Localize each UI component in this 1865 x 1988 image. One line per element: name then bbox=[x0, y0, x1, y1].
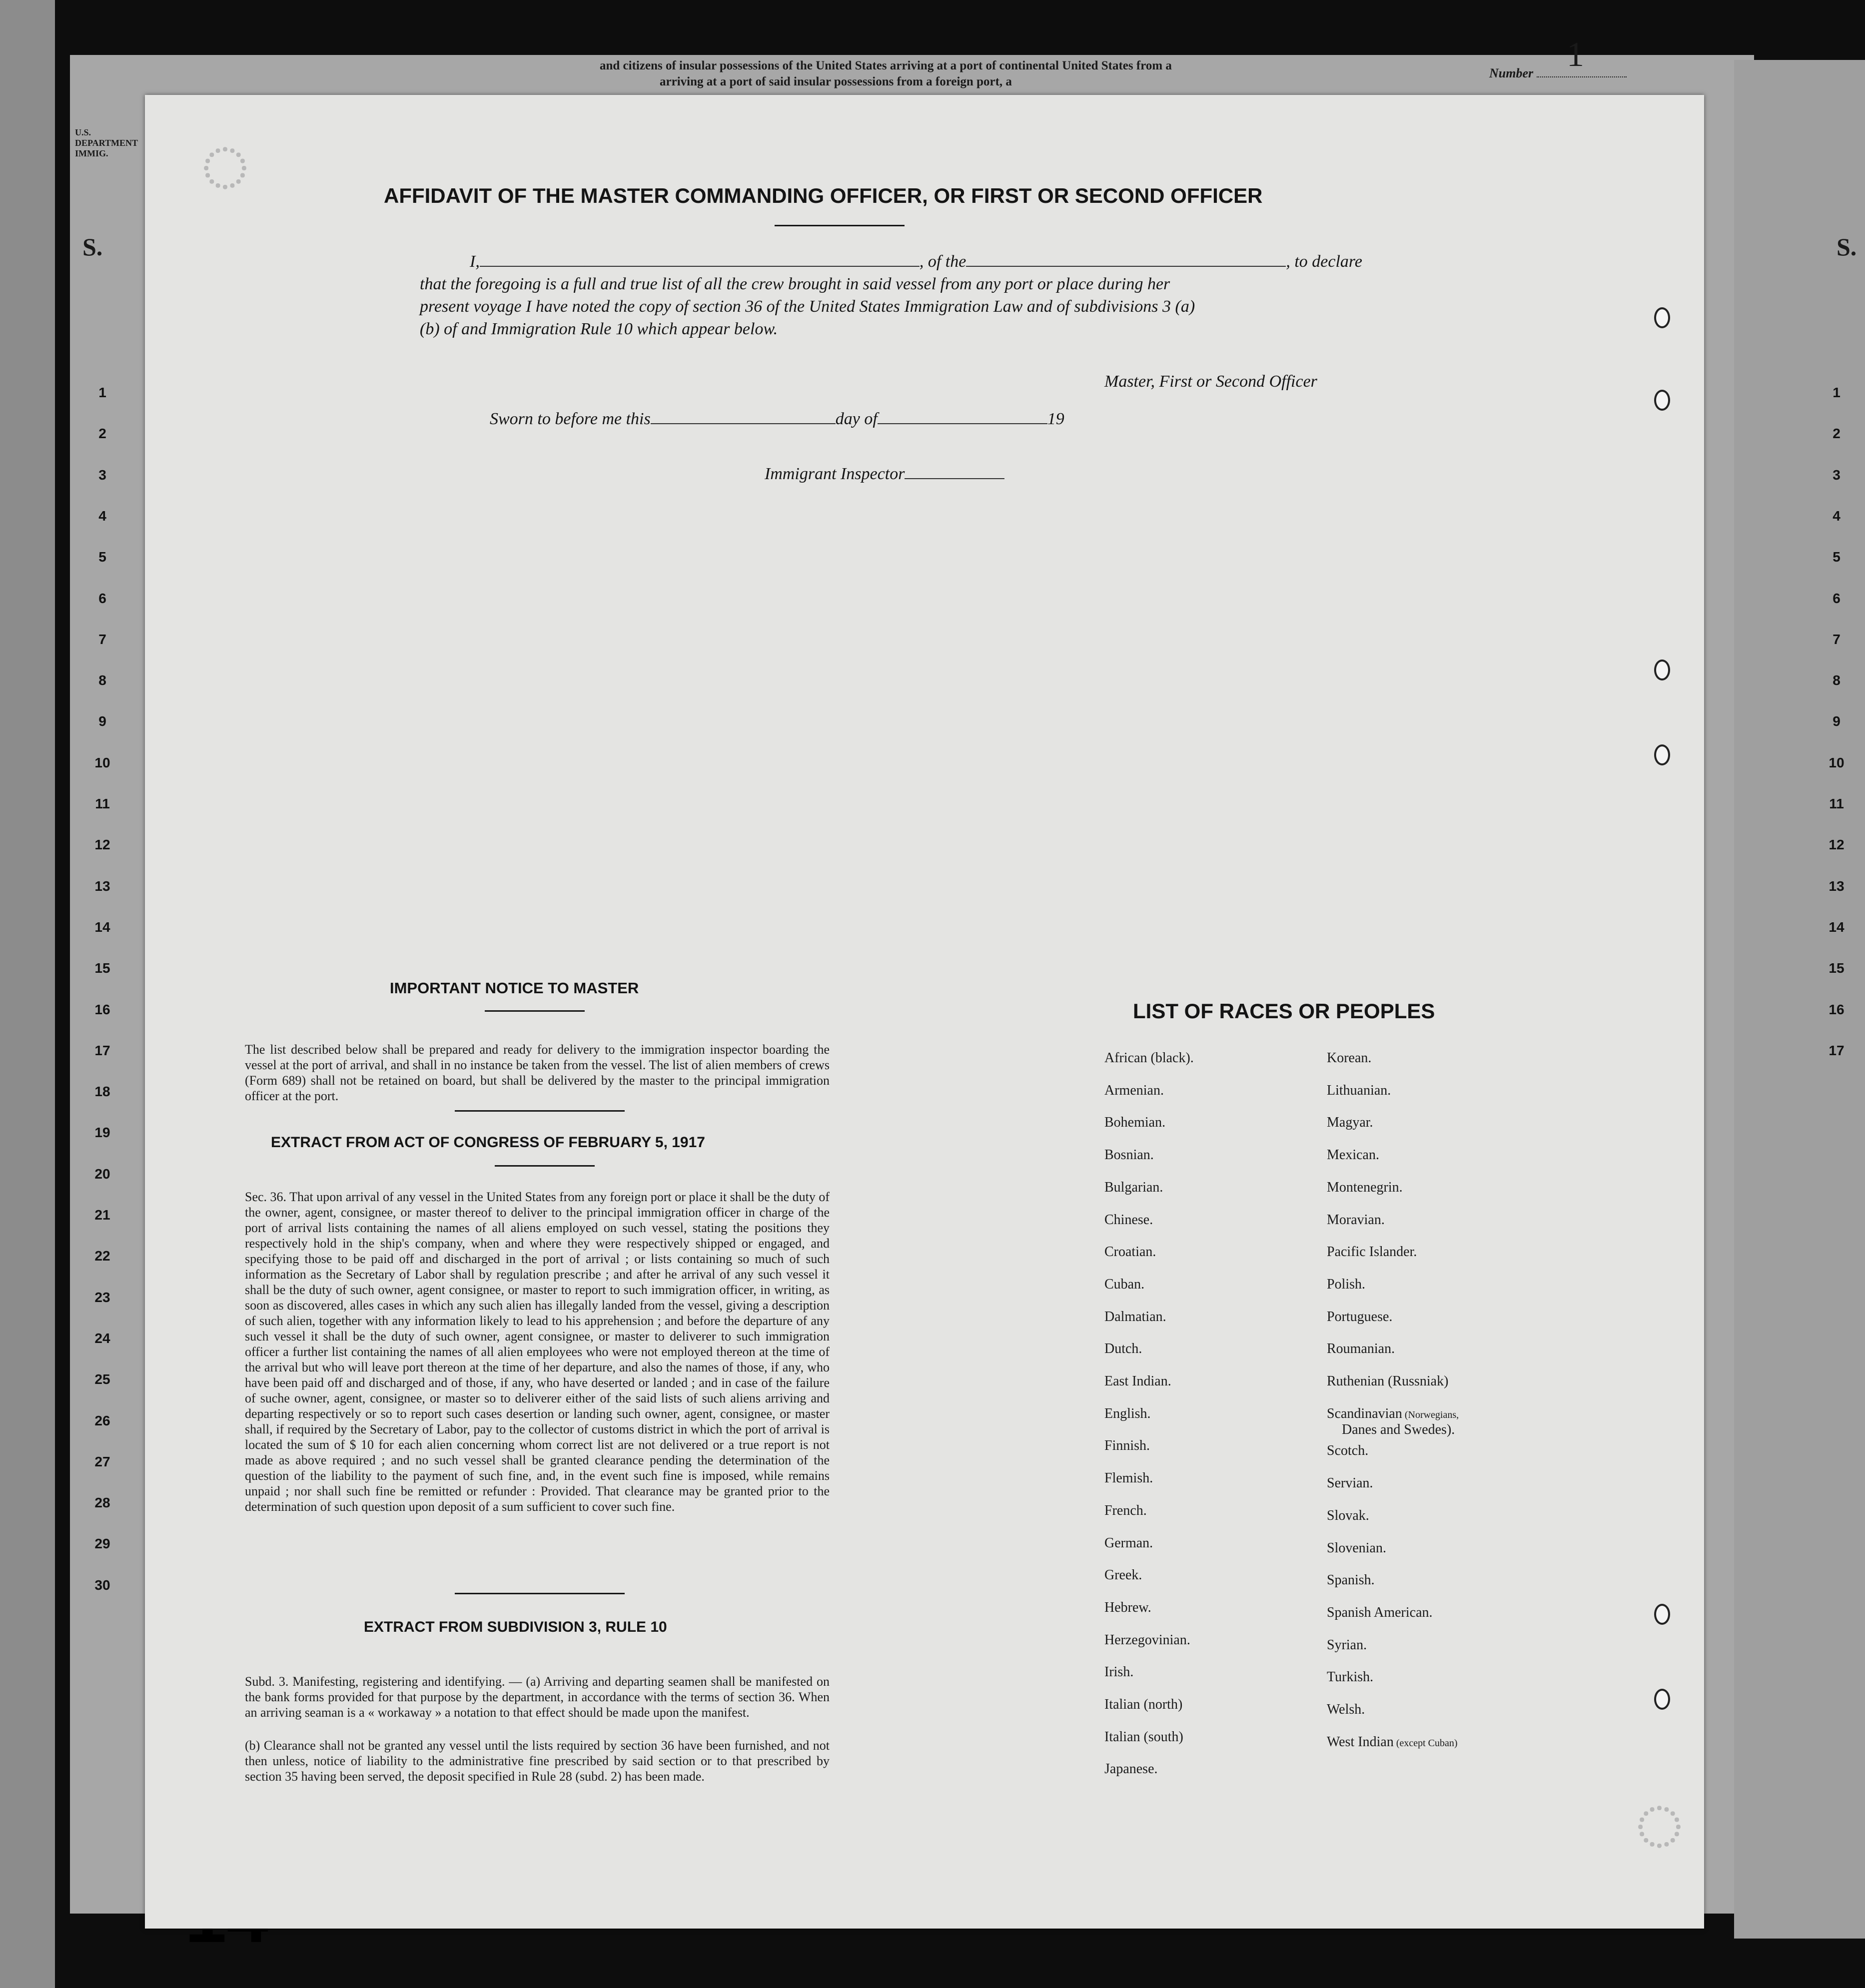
race-item: Finnish. bbox=[1104, 1438, 1150, 1454]
race-item: Welsh. bbox=[1327, 1702, 1365, 1717]
race-item: Servian. bbox=[1327, 1475, 1373, 1491]
race-note: (except Cuban) bbox=[1393, 1737, 1458, 1749]
section-divider bbox=[455, 1593, 625, 1594]
row-number: 1 bbox=[98, 385, 106, 400]
race-item: Slovenian. bbox=[1327, 1540, 1386, 1556]
race-item: Scotch. bbox=[1327, 1443, 1369, 1459]
row-number: 16 bbox=[94, 1001, 110, 1017]
row-number: 1 bbox=[1833, 385, 1841, 400]
punch-hole bbox=[1654, 660, 1670, 680]
left-sheet-code: S. bbox=[82, 233, 103, 261]
row-number: 6 bbox=[98, 590, 106, 606]
punch-hole bbox=[1654, 744, 1670, 765]
race-item: Herzegovinian. bbox=[1104, 1632, 1190, 1648]
race-item: Irish. bbox=[1104, 1664, 1134, 1680]
declaration-line-3: present voyage I have noted the copy of section 36 of the United States Immigration Law and of subdivisions 3 (a) bbox=[420, 297, 1195, 316]
race-item: Dutch. bbox=[1104, 1341, 1142, 1357]
race-item: Slovak. bbox=[1327, 1507, 1369, 1523]
row-number: 10 bbox=[1829, 754, 1845, 770]
underlying-header-line1: and citizens of insular possessions of the United States arriving at a port of continental United States from a bbox=[600, 59, 1172, 72]
row-number: 6 bbox=[1833, 590, 1841, 606]
title-underline bbox=[775, 225, 905, 226]
race-item: French. bbox=[1104, 1502, 1147, 1518]
race-item: Japanese. bbox=[1104, 1761, 1158, 1777]
row-number: 14 bbox=[94, 919, 110, 935]
race-item: Armenian. bbox=[1104, 1082, 1164, 1098]
row-number: 5 bbox=[1833, 549, 1841, 565]
notice-title: IMPORTANT NOTICE TO MASTER bbox=[390, 979, 639, 997]
row-number: 17 bbox=[94, 1042, 110, 1058]
row-number: 23 bbox=[94, 1289, 110, 1305]
row-number: 4 bbox=[1833, 508, 1841, 524]
race-item: Mexican. bbox=[1327, 1147, 1379, 1163]
inspector-line: Immigrant Inspector bbox=[765, 465, 1004, 484]
declaration-line-4: (b) of and Immigration Rule 10 which appear below. bbox=[420, 320, 778, 338]
race-item: Turkish. bbox=[1327, 1669, 1374, 1685]
rule-extract-para-a: Subd. 3. Manifesting, registering and identifying. — (a) Arriving and departing seamen shall be manifested on the bank forms provided for that purpose by the department, in accordance with the terms of section 36. When an arriving seaman is a « workaway » a notation to that effect should be made upon the manifest. bbox=[245, 1674, 830, 1720]
race-item: Bosnian. bbox=[1104, 1147, 1154, 1163]
race-item: Portuguese. bbox=[1327, 1309, 1393, 1325]
affidavit-form-page bbox=[145, 95, 1704, 1929]
faint-stamp-mark: ◌ bbox=[200, 116, 251, 211]
act-extract-title: EXTRACT FROM ACT OF CONGRESS OF FEBRUARY 5, 1917 bbox=[271, 1134, 705, 1151]
number-value: 1 bbox=[1567, 35, 1584, 74]
row-number: 25 bbox=[94, 1371, 110, 1387]
punch-hole bbox=[1654, 1689, 1670, 1710]
race-item: Chinese. bbox=[1104, 1212, 1153, 1228]
race-item: Italian (north) bbox=[1104, 1697, 1183, 1712]
row-number: 11 bbox=[95, 796, 110, 811]
officer-signature-label: Master, First or Second Officer bbox=[1104, 372, 1317, 391]
race-item: African (black). bbox=[1104, 1050, 1194, 1066]
notice-underline bbox=[485, 1010, 585, 1012]
race-item: Roumanian. bbox=[1327, 1341, 1395, 1357]
notice-body: The list described below shall be prepared and ready for delivery to the immigration inspector boarding the vessel at the port of arrival, and shall in no instance be taken from the vessel. The list of alien members of crews (Form 689) shall not be retained on board, but shall be delivered by the master to the principal immigration officer at the port. bbox=[245, 1042, 830, 1103]
row-number: 10 bbox=[94, 754, 110, 770]
faint-stamp-mark: ◌ bbox=[1634, 1775, 1685, 1870]
row-number: 8 bbox=[98, 672, 106, 688]
row-number: 13 bbox=[1829, 878, 1845, 894]
act-extract-body: Sec. 36. That upon arrival of any vessel in the United States from any foreign port or place it shall be the duty of the owner, agent, consignee, or master thereof to deliver to the principal immigration officer in charge of the port of arrival lists containing the names of all aliens employed on such vessel, stating the positions they respectively hold in the ship's company, when and where they were respectively shipped or engaged, and specifying those to be paid off and discharged in the port of arrival ; or lists containing so much of such information as the Secretary of Labor shall by regulation prescribe ; and after he arrival of any such vessel it shall be the duty of such owner, agent consignee, or master to report to such immigration officer, in writing, as soon as discovered, alles cases in which any such alien has illegally landed from the vessel, giving a description of such alien, together with any information likely to lead to his apprehension ; and before the departure of any such vessel it shall be the duty of such owner, agent consignee, or master to deliverer to such immigration officer a further list containing the names of all alien employees who were not employed thereon at the time of the arrival but who will leave port thereon at the time of her departure, and also the names of those, if any, who have been paid off and discharged and of those, if any, who have deserted or landed ; and in case of the failure of suche owner, agent, consignee, or master so to deliverer either of the said lists of such aliens arriving and departing respectively or so to report such cases desertion or landing such owner, agent, consignee, or master shall, if required by the Secretary of Labor, pay to the collector of customs district in which the port of arrival is located the sum of $ 10 for each alien concerning whom correct list are not delivered or a true report is not made as above required ; and no such vessel shall be granted clearance pending the determination of the question of the liability to the payment of such fine, and, in the event such fine is imposed, while remains unpaid ; nor shall such fine be remitted or refunder : Provided. That clearance may be granted prior to the determination of such question upon deposit of a sum sufficient to cover such fine. bbox=[245, 1190, 830, 1514]
row-number: 9 bbox=[1833, 713, 1841, 729]
punch-hole bbox=[1654, 307, 1670, 328]
row-number: 13 bbox=[94, 878, 110, 894]
punch-hole bbox=[1654, 1604, 1670, 1625]
race-item: Dalmatian. bbox=[1104, 1309, 1166, 1325]
row-number: 15 bbox=[1829, 960, 1845, 976]
race-item: Polish. bbox=[1327, 1276, 1366, 1292]
row-number: 9 bbox=[98, 713, 106, 729]
row-number: 24 bbox=[94, 1330, 110, 1346]
race-note: Danes and Swedes). bbox=[1342, 1421, 1455, 1437]
row-number: 2 bbox=[1833, 426, 1841, 442]
row-number: 17 bbox=[1829, 1042, 1845, 1058]
right-underlying-sheet bbox=[1734, 60, 1865, 1939]
row-number: 21 bbox=[94, 1207, 110, 1223]
sworn-line: Sworn to before me this day of 19 bbox=[490, 410, 1064, 428]
punch-hole bbox=[1654, 390, 1670, 411]
race-note: (Norwegians, bbox=[1402, 1409, 1459, 1420]
race-item: Flemish. bbox=[1104, 1470, 1153, 1486]
section-divider bbox=[455, 1110, 625, 1112]
race-item: East Indian. bbox=[1104, 1373, 1171, 1389]
race-item: Italian (south) bbox=[1104, 1729, 1183, 1745]
race-item: Scandinavian (Norwegians, Danes and Swedes). bbox=[1327, 1405, 1459, 1437]
row-number: 19 bbox=[94, 1125, 110, 1141]
underlying-header-line2: arriving at a port of said insular possessions from a foreign port, a bbox=[660, 75, 1012, 88]
race-item: Moravian. bbox=[1327, 1212, 1385, 1228]
row-number: 16 bbox=[1829, 1001, 1845, 1017]
declaration-line-1: I, , of the , to declare bbox=[470, 252, 1362, 271]
row-number: 3 bbox=[1833, 467, 1841, 483]
affidavit-title: AFFIDAVIT OF THE MASTER COMMANDING OFFICER, OR FIRST OR SECOND OFFICER bbox=[384, 184, 1263, 207]
row-number: 7 bbox=[1833, 631, 1841, 647]
race-item: West Indian (except Cuban) bbox=[1327, 1734, 1458, 1750]
races-title: LIST OF RACES OR PEOPLES bbox=[1133, 999, 1435, 1023]
right-sheet-code: S. bbox=[1837, 233, 1857, 261]
row-number: 15 bbox=[94, 960, 110, 976]
row-number: 29 bbox=[94, 1536, 110, 1552]
left-underlying-sheet bbox=[0, 0, 55, 1988]
race-item: German. bbox=[1104, 1535, 1153, 1551]
race-item: Pacific Islander. bbox=[1327, 1244, 1417, 1260]
row-number: 20 bbox=[94, 1166, 110, 1182]
race-item: Magyar. bbox=[1327, 1115, 1373, 1131]
row-number: 22 bbox=[94, 1248, 110, 1264]
row-number: 28 bbox=[94, 1495, 110, 1511]
race-item: Syrian. bbox=[1327, 1637, 1367, 1653]
race-item: Montenegrin. bbox=[1327, 1179, 1403, 1195]
declaration-line-2: that the foregoing is a full and true list of all the crew brought in said vessel from any port or place during her bbox=[420, 275, 1170, 293]
row-number: 12 bbox=[1829, 837, 1845, 853]
race-item: Bohemian. bbox=[1104, 1115, 1166, 1131]
row-number: 5 bbox=[98, 549, 106, 565]
race-item: Ruthenian (Russniak) bbox=[1327, 1373, 1449, 1389]
row-number: 8 bbox=[1833, 672, 1841, 688]
row-number: 30 bbox=[94, 1577, 110, 1593]
act-extract-underline bbox=[495, 1165, 595, 1167]
row-number: 12 bbox=[94, 837, 110, 853]
race-item: Cuban. bbox=[1104, 1276, 1145, 1292]
race-item: Greek. bbox=[1104, 1567, 1142, 1583]
row-number: 11 bbox=[1829, 796, 1844, 811]
rule-extract-para-b: (b) Clearance shall not be granted any vessel until the lists required by section 36 have been furnished, and not then unless, notice of liability to the administrative fine prescribed by said section or to that prescribed by section 35 having been served, the deposit specified in Rule 28 (subd. 2) has been made. bbox=[245, 1738, 830, 1784]
underlying-dept-header: U.S. DEPARTMENT IMMIG. bbox=[75, 127, 138, 158]
row-number: 26 bbox=[94, 1412, 110, 1428]
row-number: 2 bbox=[98, 426, 106, 442]
race-item: English. bbox=[1104, 1405, 1151, 1421]
row-number: 4 bbox=[98, 508, 106, 524]
rule-extract-title: EXTRACT FROM SUBDIVISION 3, RULE 10 bbox=[364, 1619, 667, 1635]
row-number: 3 bbox=[98, 467, 106, 483]
race-item: Lithuanian. bbox=[1327, 1082, 1391, 1098]
row-number: 18 bbox=[94, 1084, 110, 1100]
row-number: 7 bbox=[98, 631, 106, 647]
race-item: Croatian. bbox=[1104, 1244, 1156, 1260]
number-label: Number bbox=[1489, 66, 1627, 81]
row-number: 27 bbox=[94, 1453, 110, 1469]
race-item: Bulgarian. bbox=[1104, 1179, 1163, 1195]
race-item: Korean. bbox=[1327, 1050, 1372, 1066]
race-item: Spanish American. bbox=[1327, 1604, 1433, 1620]
row-number: 14 bbox=[1829, 919, 1845, 935]
race-item: Hebrew. bbox=[1104, 1599, 1151, 1615]
race-item: Spanish. bbox=[1327, 1572, 1375, 1588]
